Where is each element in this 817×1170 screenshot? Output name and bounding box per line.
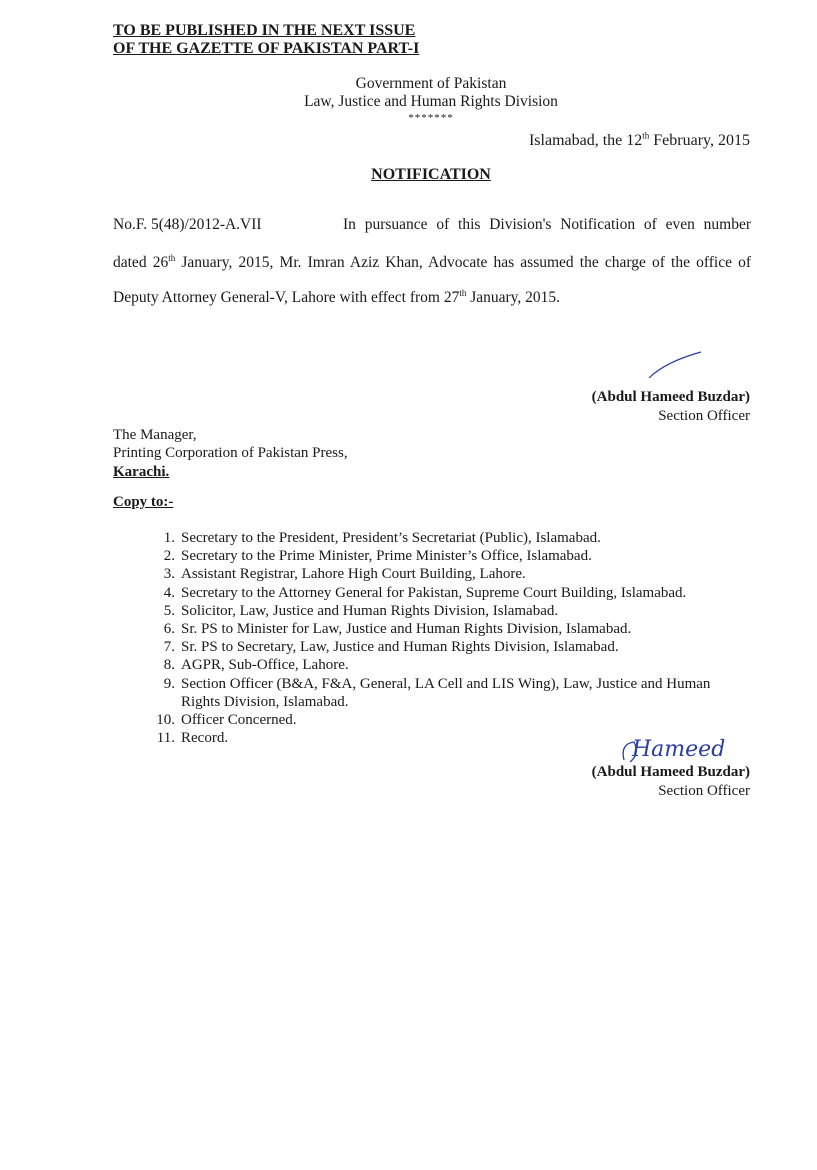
signatory-title: Section Officer	[658, 408, 750, 424]
list-item: 10. Officer Concerned.	[156, 712, 297, 729]
addressee-line-2: Printing Corporation of Pakistan Press,	[113, 445, 348, 461]
issue-date: Islamabad, the 12th February, 2015	[528, 130, 750, 149]
signature-stroke-icon	[645, 348, 705, 382]
division-title: Law, Justice and Human Rights Division	[304, 93, 558, 110]
government-title: Government of Pakistan	[355, 75, 507, 92]
list-item: 8. AGPR, Sub-Office, Lahore.	[163, 657, 349, 674]
addressee-line-1: The Manager,	[113, 427, 197, 443]
notification-title: NOTIFICATION	[371, 166, 491, 183]
notification-line-3: Deputy Attorney General-V, Lahore with effect from 27th January, 2015.	[113, 287, 561, 306]
copy-to-heading: Copy to:-	[113, 494, 174, 510]
list-item: 6. Sr. PS to Minister for Law, Justice and Human Rights Division, Islamabad.	[163, 621, 632, 638]
addressee-city: Karachi.	[113, 464, 170, 480]
signatory-title-2: Section Officer	[658, 783, 750, 799]
list-item: 1. Secretary to the President, President’s Secretariat (Public), Islamabad.	[163, 530, 601, 546]
separator-stars: *******	[408, 112, 454, 124]
list-item: 7. Sr. PS to Secretary, Law, Justice and Human Rights Division, Islamabad.	[163, 639, 619, 656]
handwritten-signature-text: Hameed	[632, 737, 726, 762]
handwritten-signature	[618, 728, 748, 768]
list-item: 3. Assistant Registrar, Lahore High Court Building, Lahore.	[163, 566, 526, 583]
copy-to-list	[153, 529, 751, 747]
notification-line-1: In pursuance of this Division's Notification of even number	[343, 216, 751, 233]
signatory-name: (Abdul Hameed Buzdar)	[591, 389, 750, 405]
list-item: 9. Section Officer (B&A, F&A, General, LA Cell and LIS Wing), Law, Justice and Human Rights Division, Islamabad.	[163, 675, 711, 710]
gazette-header	[113, 22, 419, 58]
notification-number: No.F. 5(48)/2012-A.VII	[113, 216, 262, 233]
list-item: 2. Secretary to the Prime Minister, Prime Minister’s Office, Islamabad.	[163, 548, 592, 565]
gazette-line-1: TO BE PUBLISHED IN THE NEXT ISSUE	[113, 22, 416, 39]
gazette-line-2: OF THE GAZETTE OF PAKISTAN PART-I	[113, 40, 420, 57]
list-item: 4. Secretary to the Attorney General for Pakistan, Supreme Court Building, Islamabad.	[163, 584, 687, 601]
list-item: 5. Solicitor, Law, Justice and Human Rights Division, Islamabad.	[163, 602, 559, 619]
notification-line-2: dated 26th January, 2015, Mr. Imran Aziz Khan, Advocate has assumed the charge of the office of	[113, 252, 751, 271]
signatory-name-2: (Abdul Hameed Buzdar)	[591, 764, 750, 780]
list-item: 11. Record.	[156, 730, 229, 747]
